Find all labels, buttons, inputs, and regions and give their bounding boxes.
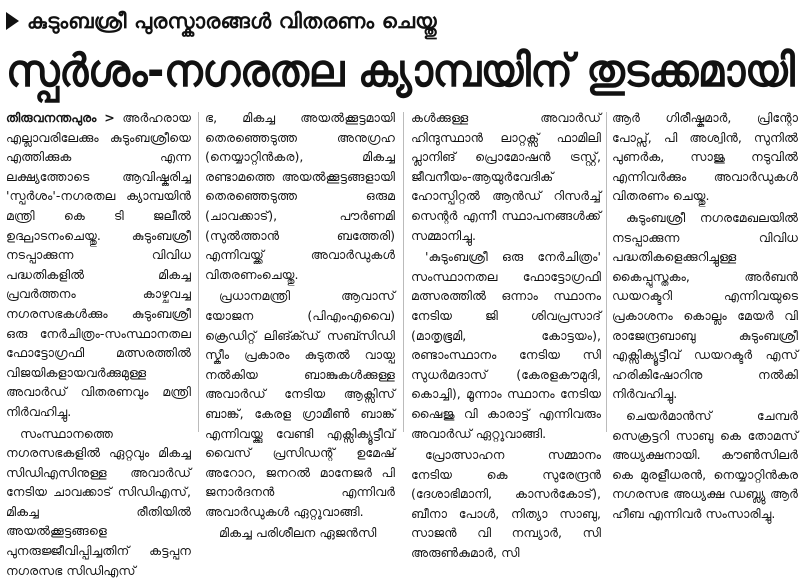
article-column-4	[612, 108, 798, 437]
article-body	[6, 108, 798, 437]
paragraph: ഭ, മികച്ച അയൽക്കൂട്ടമായി തെരഞ്ഞെടുത്ത അനുഗ്രഹ (നെയ്യാറ്റിൻകര), മികച്ച രണ്ടാമത്തെ അയൽക്കൂട്ടങ്ങളായി തെരഞ്ഞെടുത്ത ഒരുമ (ചാവക്കാട്), പൗർണമി (സുൽത്താൻ ബത്തേരി) എന്നിവയ്ക്ക് അവാർഡുകൾ വിതരണംചെയ്തു.	[205, 108, 395, 284]
paragraph: 'കുടുംബശ്രീ ഒരു നേർചിത്രം' സംസ്ഥാനതല ഫോട്ടോഗ്രഫി മത്സരത്തിൽ ഒന്നാം സ്ഥാനം നേടിയ ജി ശിവപ്രസാദ് (മാതൃഭൂമി, കോട്ടയം), രണ്ടാംസ്ഥാനം നേടിയ സി സുധർമദാസ് (കേരളകൗമുദി, കൊച്ചി), മൂന്നാം സ്ഥാനം നേടിയ ഷൈജു വി കാരാട്ട് എന്നിവരും അവാർഡ് ഏറ്റുവാങ്ങി.	[411, 247, 601, 443]
paragraph: കുടുംബശ്രീ നഗരമേഖലയിൽ നടപ്പാക്കുന്ന വിവിധ പദ്ധതികളെക്കുറിച്ചുള്ള കൈപ്പുസ്തകം, അർബൻ ഡയറക്ടറി എന്നിവയുടെ പ്രകാശനം കൊല്ലം മേയർ വി രാജേന്ദ്രബാബു കുടുംബശ്രീ എക്സിക്യൂട്ടീവ് ഡയറക്ടർ എസ് ഹരികിഷോറിനു നൽകി നിർവഹിച്ചു.	[612, 208, 798, 404]
paragraph: ചെയർമാൻസ് ചേമ്പർ സെക്രട്ടറി സാബു കെ തോമസ് അധ്യക്ഷനായി. കൗൺസിലർ കെ മുരളീധരൻ, നെയ്യാറ്റിൻകര നഗരസഭ അധ്യക്ഷ ഡബ്ല്യു ആർ ഹീബ എന്നിവർ സംസാരിച്ചു.	[612, 406, 798, 524]
paragraph: സംസ്ഥാനത്തെ നഗരസഭകളിൽ ഏറ്റവും മികച്ച സിഡിഎസിനുള്ള അവാർഡ് നേടിയ ചാവക്കാട് സിഡിഎസ്, മികച്ച രീതിയിൽ അയൽക്കൂട്ടങ്ങളെ പുനരുജ്ജീവിപ്പിച്ചതിന് കട്ടപ്പന നഗരസഭ സിഡിഎസ്	[6, 424, 191, 580]
paragraph-text: അർഹരായ എല്ലാവരിലേക്കും കുടുംബശ്രീയെ എത്തിക്കുക എന്ന ലക്ഷ്യത്തോടെ ആവിഷ്കരിച്ച 'സ്പർശം'-നഗരതല ക്യാമ്പയിൻ മന്ത്രി കെ ടി ജലീൽ ഉദ്ഘാടനംചെയ്തു. കുടുംബശ്രീ നടപ്പാക്കുന്ന വിവിധ പദ്ധതികളിൽ മികച്ച പ്രവർത്തനം കാഴ്ചവച്ച നഗരസഭകൾക്കും കുടുംബശ്രീ ഒരു നേർചിത്രം-സംസ്ഥാനതല ഫോട്ടോഗ്രഫി മത്സരത്തിൽ വിജയികളായവർക്കുമുള്ള അവാർഡ് വിതരണവും മന്ത്രി നിർവഹിച്ചു.	[6, 110, 191, 419]
paragraph: കൾക്കുള്ള അവാർഡ് ഹിന്ദുസ്ഥാൻ ലാറ്റക്സ് ഫാമിലി പ്ലാനിങ് പ്രൊമോഷൻ ട്രസ്റ്റ്, ജീവനീയം-ആയുർവേദിക് ഹോസ്പിറ്റൽ ആൻഡ് റിസർച്ച് സെന്റർ എന്നീ സ്ഥാപനങ്ങൾക്ക് സമ്മാനിച്ചു.	[411, 108, 601, 245]
column-divider	[403, 112, 404, 432]
section-kicker	[6, 6, 796, 36]
article-column-3	[411, 108, 601, 437]
paragraph: പ്രധാനമന്ത്രി ആവാസ് യോജന (പിഎംഎവൈ) ക്രെഡിറ്റ് ലിങ്ക്ഡ് സബ്സിഡി സ്കീം പ്രകാരം കുടുതൽ വായ്പ നൽകിയ ബാങ്കുകൾക്കുള്ള അവാർഡ് നേടിയ ആക്സിസ് ബാങ്ക്, കേരള ഗ്രാമീൺ ബാങ്ക് എന്നിവയ്ക്കു വേണ്ടി എക്സിക്യൂട്ടീവ് വൈസ് പ്രസിഡന്റ് ഉമേഷ് അറോറ, ജനറൽ മാനേജർ പി ജനാർദനൻ എന്നിവർ അവാർഡുകൾ ഏറ്റുവാങ്ങി.	[205, 286, 395, 521]
column-divider	[606, 112, 607, 432]
kicker-text: കുടുംബശ്രീ പുരസ്കാരങ്ങൾ വിതരണം ചെയ്തു	[27, 9, 437, 34]
triangle-bullet-icon	[6, 12, 19, 30]
column-divider	[198, 112, 199, 432]
article-column-1	[6, 108, 191, 437]
article-column-2	[205, 108, 395, 437]
paragraph: ആർ ഗിരീഷ്കുമാർ, പ്രിന്റോ പോപ്സ്, പി അശ്വിൻ, സുനിൽ പുണർക, സാജു നടുവിൽ എന്നിവർക്കും അവാർഡുകൾ വിതരണം ചെയ്തു.	[612, 108, 798, 206]
paragraph	[6, 108, 191, 422]
dateline: തിരുവനന്തപുരം >	[6, 110, 115, 125]
paragraph: മികച്ച പരിശീലന ഏജൻസി	[205, 523, 395, 543]
paragraph: പ്രോത്സാഹന സമ്മാനം നേടിയ കെ സുരേന്ദ്രൻ (ദേശാഭിമാനി, കാസർകോട്), ബീനാ പോൾ, നിത്യാ സാബു, സാജൻ വി നമ്പ്യാർ, സി അരുൺകുമാർ, സി	[411, 445, 601, 563]
headline: സ്പർശം-നഗരതല ക്യാമ്പയിന് തുടക്കമായി	[6, 40, 794, 102]
